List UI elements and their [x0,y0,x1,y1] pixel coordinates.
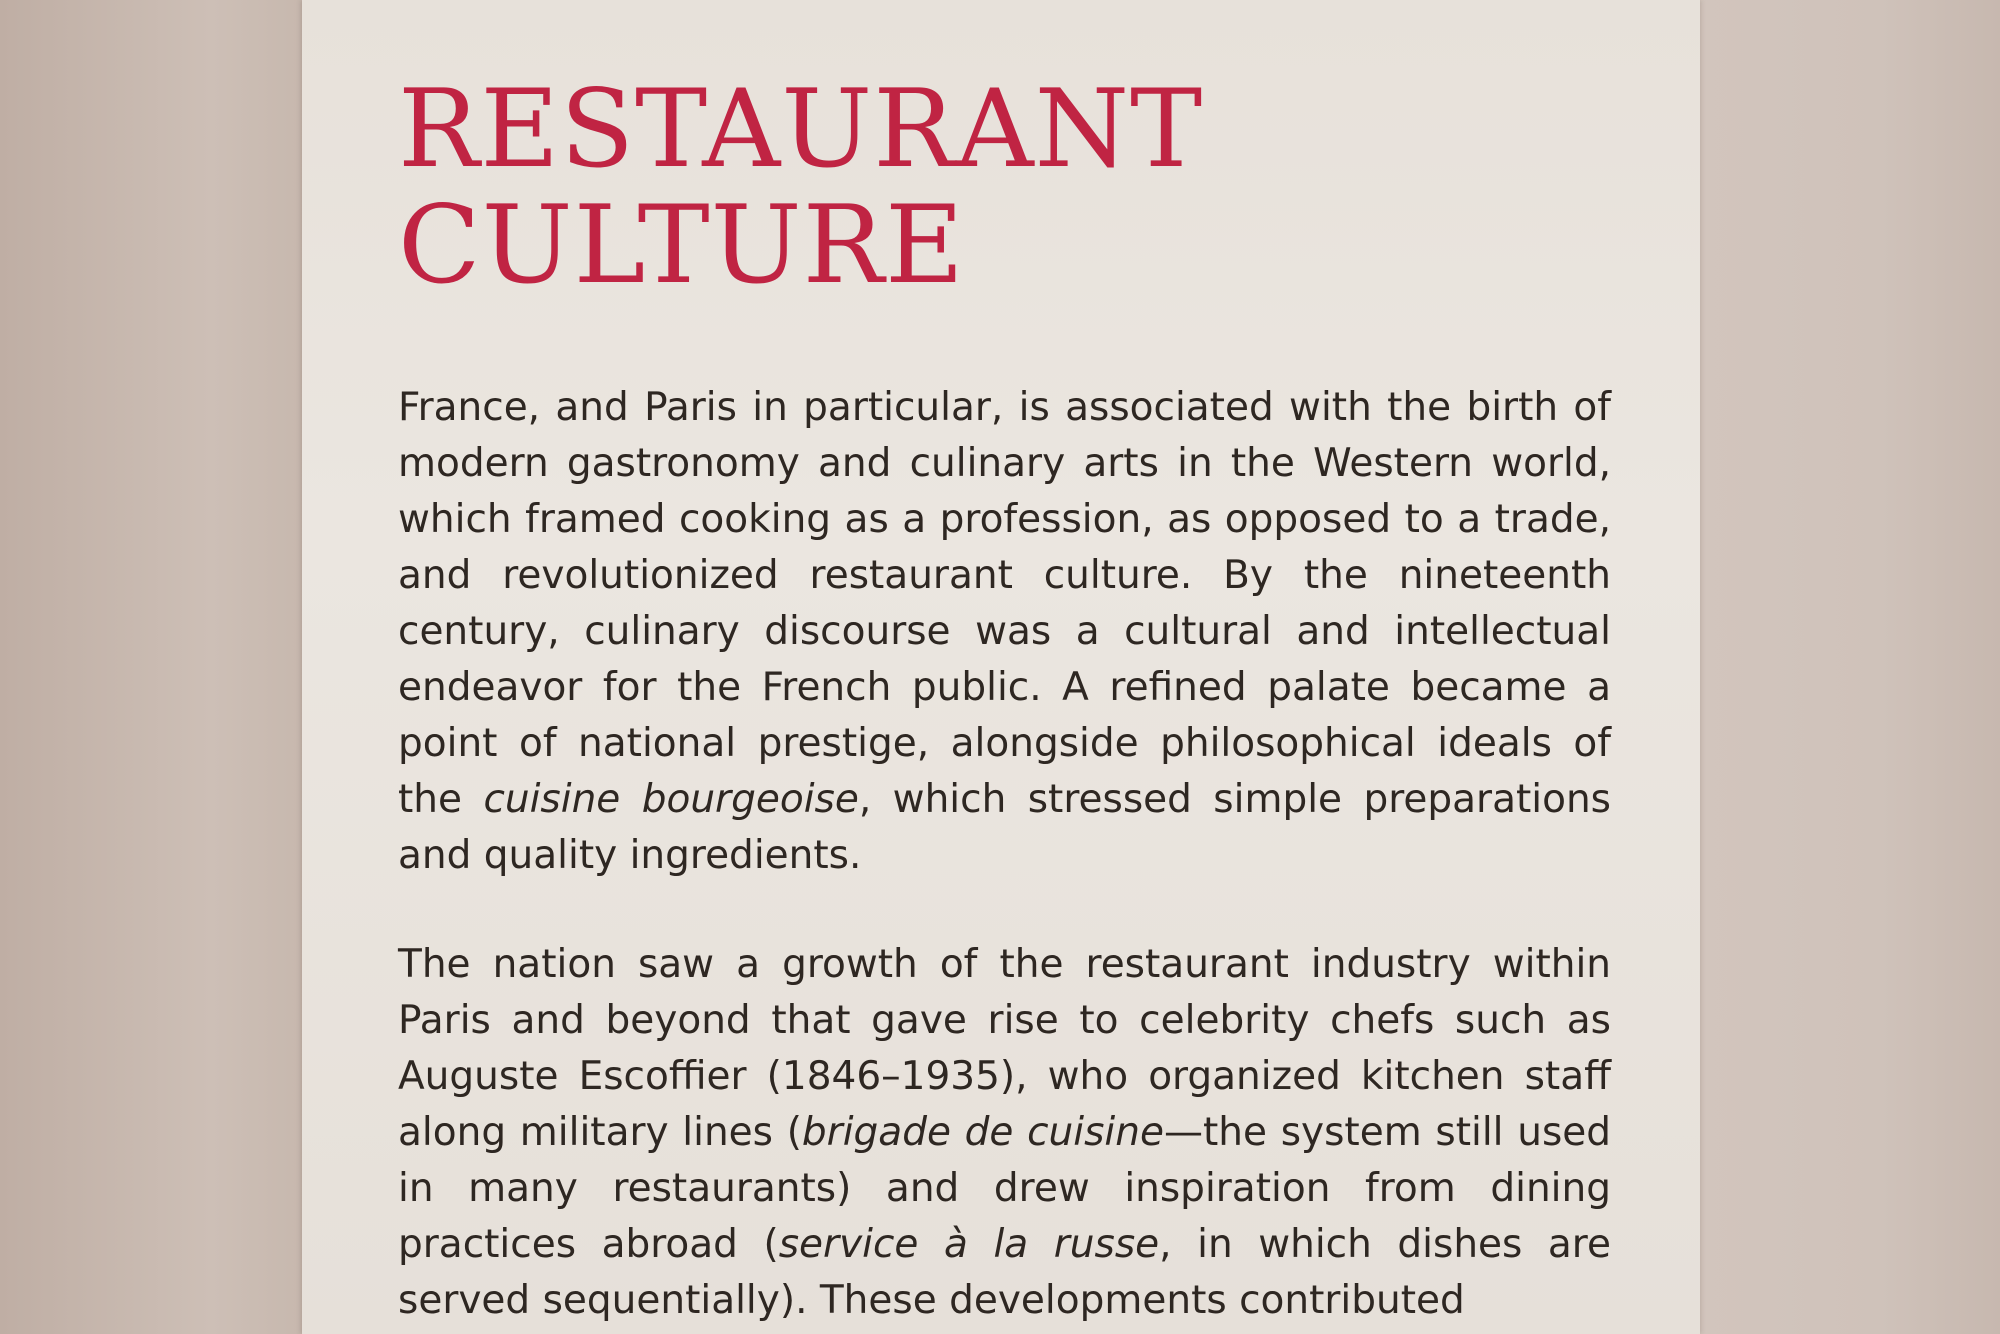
gallery-wall-right [1700,0,2000,1334]
paragraph-2-text-a: The nation saw a growth of the restaurant industry within Paris and beyond that gave rise to celebrity chefs such as Auguste Escoffier (1846–1935), who organized kitchen staff along military lines ( [398,942,1611,1155]
paragraph-1-text-a: France, and Paris in particular, is associated with the birth of modern gastronomy and culinary arts in the Western world, which framed cooking as a profession, as opposed to a trade, and revolutionized restaurant culture. By the nineteenth century, culinary discourse was a cultural and intellectual endeavor for the French public. A refined palate became a point of national prestige, alongside philosophical ideals of the [398,385,1611,822]
panel-title-line-1: RESTAURANT [398,67,1204,192]
panel-paragraph-2 [398,937,1611,1329]
gallery-wall-left [0,0,302,1334]
exhibit-wall-panel [302,0,1700,1334]
paragraph-2-text-c: , in which dishes are served sequentially). These developments contributed [398,1222,1611,1323]
paragraph-1-italic-term: cuisine bourgeoise [483,777,859,822]
paragraph-1-text-b: , which stressed simple preparations and quality ingredients. [398,777,1611,878]
panel-paragraph-1 [398,380,1611,884]
panel-title [398,67,1204,308]
paragraph-2-italic-term-2: service à la russe [778,1222,1160,1267]
paragraph-2-italic-term-1: brigade de cuisine [801,1110,1164,1155]
panel-title-line-2: CULTURE [398,183,965,308]
paragraph-2-text-b: —the system still used in many restaurants) and drew inspiration from dining practices abroad ( [398,1110,1612,1267]
